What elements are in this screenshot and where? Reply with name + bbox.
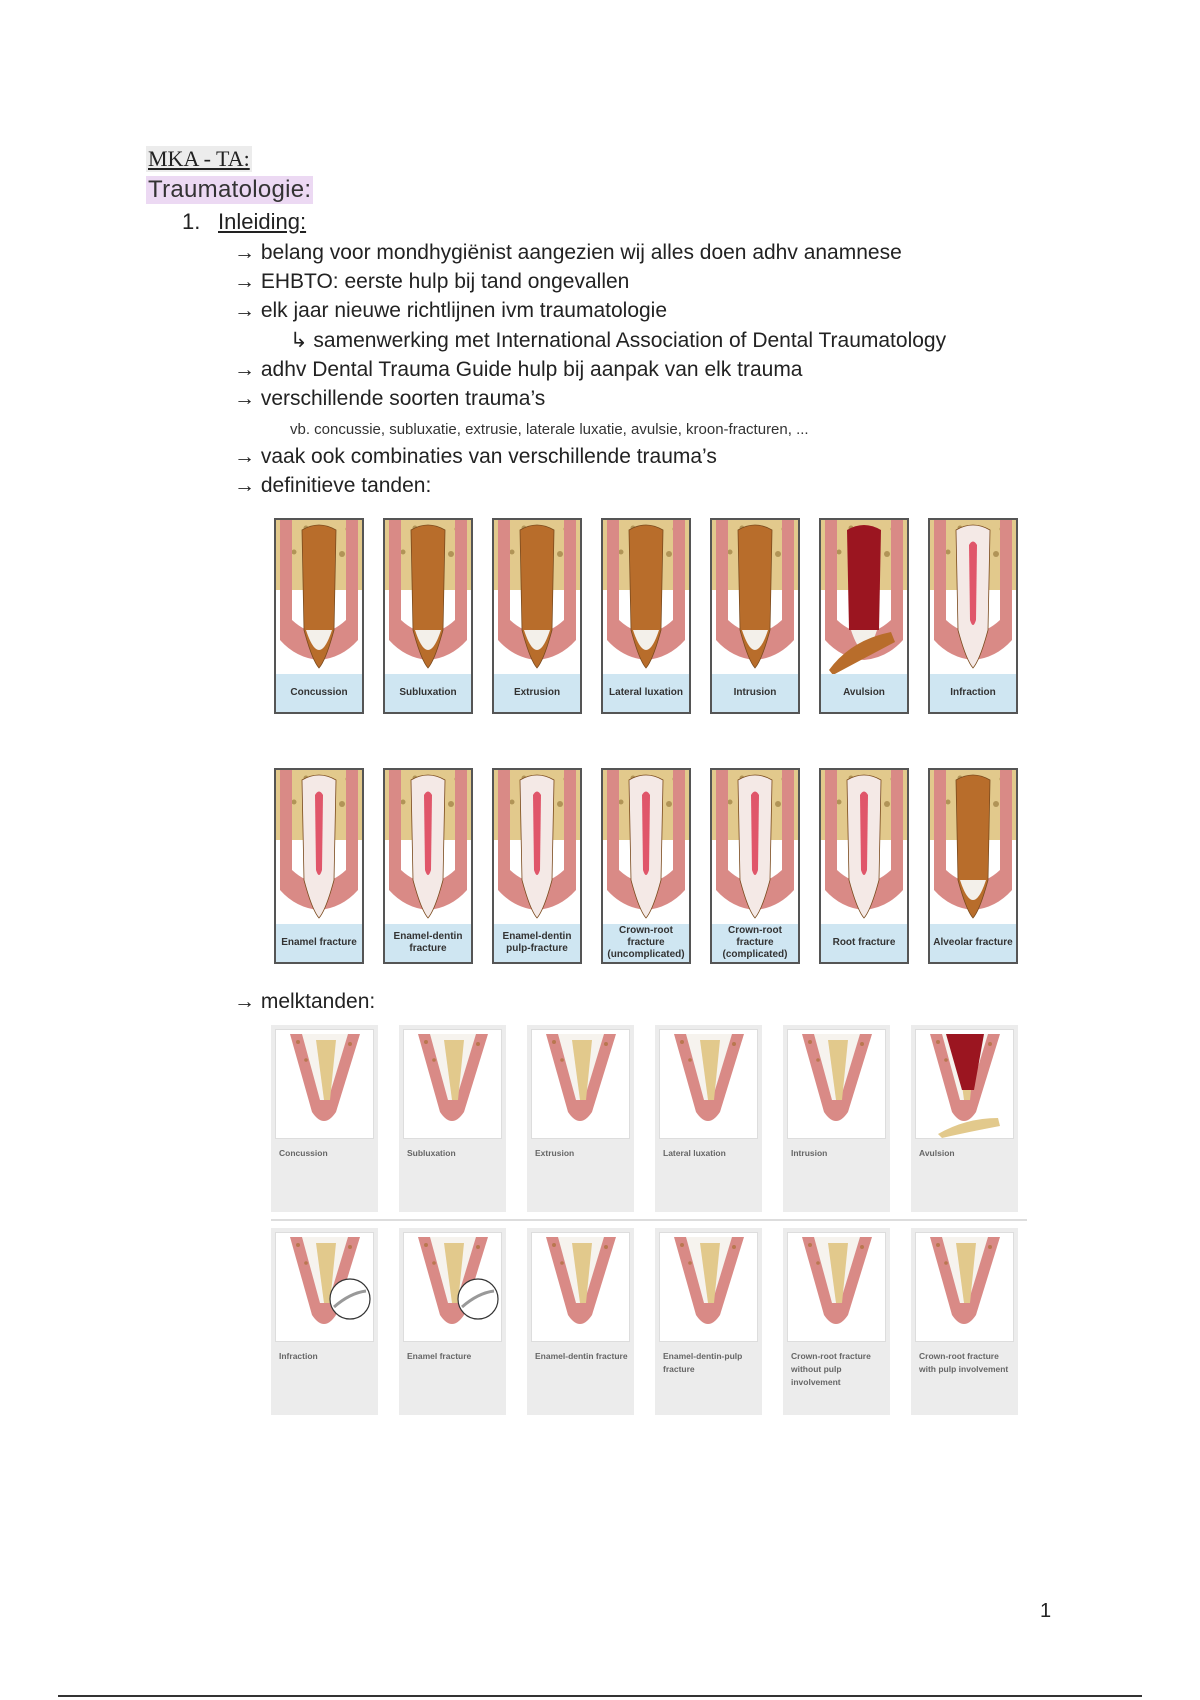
primary-tooth-svg <box>276 1233 373 1341</box>
primary-trauma-caption: Infraction <box>279 1351 318 1361</box>
trauma-card <box>710 518 800 714</box>
primary-trauma-caption: Intrusion <box>791 1148 828 1158</box>
trauma-caption: Crown-root fracture (complicated) <box>712 924 798 962</box>
primary-trauma-caption: Enamel-dentin-pulp fracture <box>663 1351 743 1374</box>
trauma-caption: Root fracture <box>821 924 907 962</box>
tooth-illustration <box>712 520 798 675</box>
trauma-caption: Extrusion <box>494 674 580 712</box>
trauma-card <box>383 518 473 714</box>
primary-trauma-caption: Enamel fracture <box>407 1351 472 1361</box>
trauma-card <box>274 768 364 964</box>
primary-tooth-svg <box>404 1233 501 1341</box>
example-note: vb. concussie, subluxatie, extrusie, laterale luxatie, avulsie, kroon-fracturen, ... <box>290 421 809 438</box>
primary-trauma-caption: Avulsion <box>919 1148 955 1158</box>
bullet-anamnese: → belang voor mondhygiënist aangezien wij alles doen adhv anamnese <box>234 241 902 264</box>
primary-row-1 <box>271 1025 1018 1212</box>
primary-tooth-illustration <box>275 1029 374 1139</box>
primary-tooth-svg <box>916 1030 1013 1138</box>
primary-trauma-card <box>655 1228 762 1415</box>
primary-trauma-card <box>527 1228 634 1415</box>
primary-trauma-card <box>911 1025 1018 1212</box>
permanent-row-1 <box>274 518 1018 714</box>
trauma-card <box>928 768 1018 964</box>
trauma-card <box>710 768 800 964</box>
trauma-card <box>383 768 473 964</box>
section-title: Inleiding: <box>218 209 307 234</box>
tooth-illustration <box>494 770 580 925</box>
trauma-card <box>819 518 909 714</box>
primary-tooth-illustration <box>659 1232 758 1342</box>
primary-trauma-card <box>783 1025 890 1212</box>
bullet-dental-trauma-guide: → adhv Dental Trauma Guide hulp bij aanpak van elk trauma <box>234 358 803 381</box>
course-heading: MKA - TA: <box>148 146 250 171</box>
primary-trauma-card <box>271 1228 378 1415</box>
bullet-melktanden: → melktanden: <box>234 990 376 1013</box>
primary-trauma-caption: Concussion <box>279 1148 328 1158</box>
tooth-illustration <box>821 770 907 925</box>
trauma-card <box>274 518 364 714</box>
primary-tooth-svg <box>660 1233 757 1341</box>
tooth-illustration <box>603 520 689 675</box>
bullet-definitieve-tanden: → definitieve tanden: <box>234 474 432 497</box>
primary-tooth-svg <box>916 1233 1013 1341</box>
trauma-caption: Enamel-dentin fracture <box>385 924 471 962</box>
sub-bullet-iadt: ↳ samenwerking met International Association of Dental Traumatology <box>290 329 947 352</box>
primary-tooth-svg <box>788 1030 885 1138</box>
primary-trauma-card <box>655 1025 762 1212</box>
trauma-caption: Alveolar fracture <box>930 924 1016 962</box>
primary-trauma-caption: Lateral luxation <box>663 1148 726 1158</box>
tooth-illustration <box>385 520 471 675</box>
trauma-card <box>492 768 582 964</box>
primary-trauma-caption: Extrusion <box>535 1148 575 1158</box>
trauma-card <box>492 518 582 714</box>
primary-tooth-illustration <box>275 1232 374 1342</box>
primary-tooth-illustration <box>403 1232 502 1342</box>
trauma-caption: Lateral luxation <box>603 674 689 712</box>
footer-rule <box>58 1695 1142 1697</box>
trauma-card <box>601 768 691 964</box>
trauma-caption: Subluxation <box>385 674 471 712</box>
primary-trauma-card <box>911 1228 1018 1415</box>
primary-tooth-illustration <box>787 1232 886 1342</box>
trauma-caption: Enamel-dentin pulp-fracture <box>494 924 580 962</box>
tooth-illustration <box>821 520 907 675</box>
primary-tooth-svg <box>532 1030 629 1138</box>
primary-tooth-illustration <box>915 1232 1014 1342</box>
trauma-caption: Concussion <box>276 674 362 712</box>
tooth-illustration <box>603 770 689 925</box>
primary-tooth-illustration <box>787 1029 886 1139</box>
tooth-illustration <box>494 520 580 675</box>
trauma-caption: Intrusion <box>712 674 798 712</box>
primary-trauma-card <box>271 1025 378 1212</box>
trauma-card <box>601 518 691 714</box>
permanent-row-2 <box>274 768 1018 964</box>
trauma-caption: Infraction <box>930 674 1016 712</box>
tooth-illustration <box>385 770 471 925</box>
tooth-illustration <box>276 520 362 675</box>
primary-tooth-svg <box>532 1233 629 1341</box>
subject-heading: Traumatologie: <box>148 176 312 203</box>
primary-trauma-caption: Crown-root fracture without pulp involvement <box>791 1351 871 1387</box>
page-number: 1 <box>1040 1600 1052 1622</box>
tooth-illustration <box>712 770 798 925</box>
bullet-richtlijnen: → elk jaar nieuwe richtlijnen ivm traumatologie <box>234 299 668 322</box>
primary-row-2 <box>271 1228 1018 1415</box>
tooth-illustration <box>930 770 1016 925</box>
trauma-card <box>819 768 909 964</box>
bullet-ehbto: → EHBTO: eerste hulp bij tand ongevallen <box>234 270 630 293</box>
primary-tooth-illustration <box>915 1029 1014 1139</box>
primary-tooth-svg <box>276 1030 373 1138</box>
trauma-caption: Crown-root fracture (uncomplicated) <box>603 924 689 962</box>
section-number: 1. <box>182 209 201 234</box>
bullet-soorten-trauma: → verschillende soorten trauma’s <box>234 387 546 410</box>
tooth-illustration <box>930 520 1016 675</box>
bullet-combinaties: → vaak ook combinaties van verschillende trauma’s <box>234 445 717 468</box>
primary-tooth-illustration <box>531 1029 630 1139</box>
trauma-caption: Avulsion <box>821 674 907 712</box>
primary-trauma-caption: Crown-root fracture with pulp involvement <box>919 1351 1009 1374</box>
trauma-card <box>928 518 1018 714</box>
primary-tooth-svg <box>788 1233 885 1341</box>
primary-trauma-caption: Enamel-dentin fracture <box>535 1351 628 1361</box>
primary-trauma-card <box>399 1025 506 1212</box>
primary-divider <box>271 1219 1027 1221</box>
primary-tooth-illustration <box>659 1029 758 1139</box>
primary-trauma-card <box>399 1228 506 1415</box>
primary-trauma-card <box>527 1025 634 1212</box>
primary-tooth-svg <box>404 1030 501 1138</box>
primary-tooth-illustration <box>403 1029 502 1139</box>
primary-tooth-svg <box>660 1030 757 1138</box>
primary-trauma-caption: Subluxation <box>407 1148 456 1158</box>
primary-tooth-illustration <box>531 1232 630 1342</box>
primary-trauma-card <box>783 1228 890 1415</box>
trauma-caption: Enamel fracture <box>276 924 362 962</box>
tooth-illustration <box>276 770 362 925</box>
